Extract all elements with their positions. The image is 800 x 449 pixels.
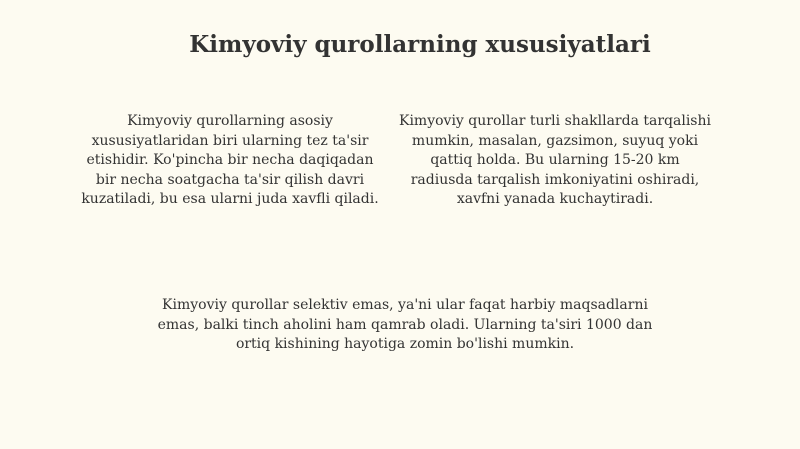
paragraph-dispersal-forms: Kimyoviy qurollar turli shakllarda tarqalishi mumkin, masalan, gazsimon, suyuq yoki qattiq holda. Bu ularning 15-20 km radiusda tarqalish imkoniyatini oshiradi, xavfni yanada kuchaytiradi. — [399, 113, 711, 207]
paragraph-non-selectivity: Kimyoviy qurollar selektiv emas, ya'ni ular faqat harbiy maqsadlarni emas, balki tinch aholini ham qamrab oladi. Ularning ta'siri 1000 dan ortiq kishining hayotiga zomin bo'lishi mumkin. — [157, 297, 653, 352]
slide-title: Kimyoviy qurollarning xususiyatlari — [189, 31, 651, 58]
paragraph-speed-of-effect: Kimyoviy qurollarning asosiy xususiyatlaridan biri ularning tez ta'sir etishidir. Ko'pincha bir necha daqiqadan bir necha soatgacha ta'sir qilish davri kuzatiladi, bu esa ularni juda xavfli qiladi. — [81, 113, 379, 207]
